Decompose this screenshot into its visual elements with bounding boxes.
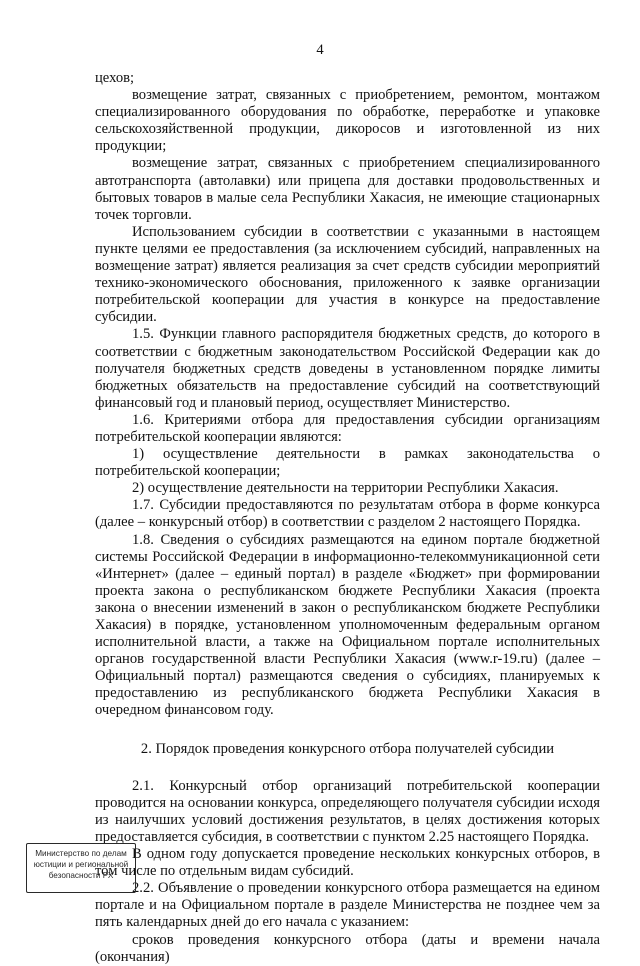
paragraph: 1.6. Критериями отбора для предоставления субсидии организациям потребительской кооперации являются: bbox=[95, 411, 600, 445]
stamp-line: юстиции и региональной bbox=[33, 860, 129, 869]
paragraph: 2.1. Конкурсный отбор организаций потребительской кооперации проводится на основании конкурса, определяющего получателя субсидии исходя из наилучших условий достижения результатов, в целях достижения которых предоставляется субсидия, в соответствии с пунктом 2.25 настоящего Порядка. bbox=[95, 777, 600, 845]
paragraph: В одном году допускается проведение нескольких конкурсных отборов, в том числе по отдельным видам субсидий. bbox=[95, 846, 600, 880]
section-heading: 2. Порядок проведения конкурсного отбора получателей субсидии bbox=[140, 740, 555, 757]
paragraph: Использованием субсидии в соответствии с указанными в настоящем пункте целями ее предоставления (за исключением субсидий, направленных на возмещение затрат) является реализация за счет средств субсидии мероприятий технико-экономического обоснования, приложенного к заявке организации потребительской кооперации для участия в конкурсе на предоставление субсидии. bbox=[95, 223, 600, 326]
paragraph: 2.2. Объявление о проведении конкурсного отбора размещается на едином портале и на Официальном портале в разделе Министерства не позднее чем за пять календарных дней до его начала с указанием: bbox=[95, 880, 600, 931]
stamp-line: Министерство по делам bbox=[35, 849, 127, 858]
paragraph: 1.5. Функции главного распорядителя бюджетных средств, до которого в соответствии с бюджетным законодательством Российской Федерации как до получателя бюджетных средств доведены в установленном порядке лимиты бюджетных обязательств на предоставление субсидий на соответствующий финансовый год и плановый период, осуществляет Министерство. bbox=[95, 326, 600, 411]
paragraph: возмещение затрат, связанных с приобретением специализированного автотранспорта (автолавки) или прицепа для доставки продовольственных и бытовых товаров в малые села Республики Хакасия, не имеющие стационарных точек торговли. bbox=[95, 155, 600, 223]
paragraph: 1.7. Субсидии предоставляются по результатам отбора в форме конкурса (далее – конкурсный отбор) в соответствии с разделом 2 настоящего Порядка. bbox=[95, 497, 600, 531]
stamp-line: безопасности РХ bbox=[48, 871, 114, 880]
paragraph: 1.8. Сведения о субсидиях размещаются на едином портале бюджетной системы Российской Федерации в информационно-телекоммуникационной сети «Интернет» (далее – единый портал) в разделе «Бюджет» при формировании проекта закона о республиканском бюджете Республики Хакасия (проекта закона о внесении изменений в закон о республиканском бюджете Республики Хакасия) в порядке, установленном уполномоченным федеральным органом исполнительной власти, а также на Официальном портале исполнительных органов государственной власти Республики Хакасия (www.r-19.ru) (далее – Официальный портал) размещаются сведения о субсидиях, планируемых к предоставлению из республиканского бюджета Республики Хакасия в очередном финансовом году. bbox=[95, 531, 600, 719]
paragraph: 1) осуществление деятельности в рамках законодательства о потребительской кооперации; bbox=[95, 446, 600, 480]
document-body bbox=[95, 70, 600, 966]
paragraph: сроков проведения конкурсного отбора (даты и времени начала (окончания) bbox=[95, 931, 600, 965]
paragraph: 2) осуществление деятельности на территории Республики Хакасия. bbox=[132, 480, 559, 497]
registration-stamp bbox=[26, 843, 136, 893]
paragraph: возмещение затрат, связанных с приобретением, ремонтом, монтажом специализированного оборудования по обработке, переработке и упаковке сельскохозяйственной продукции, дикоросов и изготовленной из них продукции; bbox=[95, 87, 600, 155]
paragraph: цехов; bbox=[95, 70, 135, 86]
page-number: 4 bbox=[316, 42, 324, 58]
